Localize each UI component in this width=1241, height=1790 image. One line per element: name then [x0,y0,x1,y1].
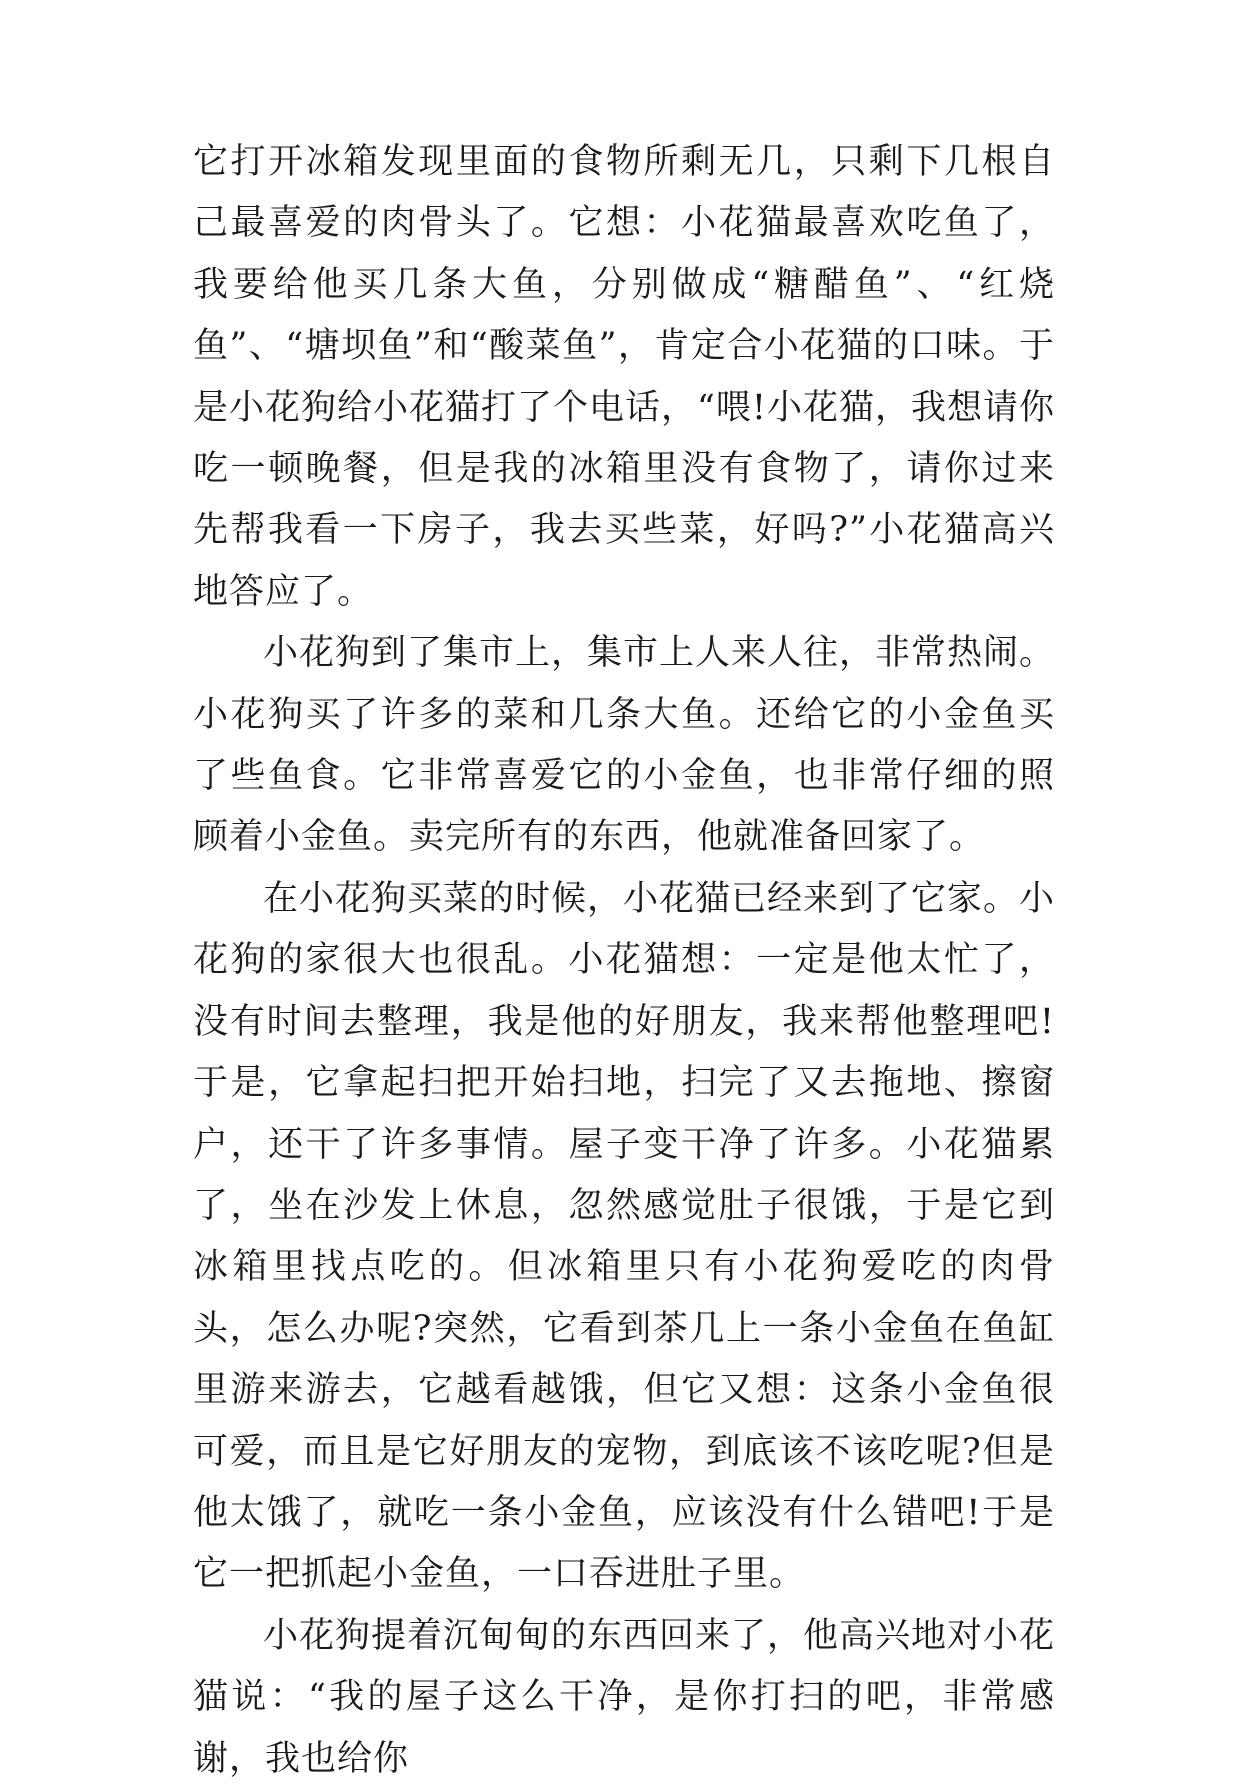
paragraph-continued: 它打开冰箱发现里面的食物所剩无几，只剩下几根自己最喜爱的肉骨头了。它想：小花猫最喜欢吃鱼了，我要给他买几条大鱼，分别做成“糖醋鱼”、“红烧鱼”、“塘坝鱼”和“酸菜鱼”，肯定合小花猫的口味。于是小花狗给小花猫打了个电话，“喂!小花猫，我想请你吃一顿晚餐，但是我的冰箱里没有食物了，请你过来先帮我看一下房子，我去买些菜，好吗?”小花猫高兴地答应了。 [193,142,1055,612]
paragraph-return: 小花狗提着沉甸甸的东西回来了，他高兴地对小花猫说：“我的屋子这么干净，是你打扫的吧，非常感谢，我也给你 [193,1615,1056,1779]
paragraph-market: 小花狗到了集市上，集市上人来人往，非常热闹。小花狗买了许多的菜和几条大鱼。还给它的小金鱼买了些鱼食。它非常喜爱它的小金鱼，也非常仔细的照顾着小金鱼。卖完所有的东西，他就准备回家了。 [193,633,1056,858]
body-text [193,132,1055,1790]
paragraph-cleaning: 在小花狗买菜的时候，小花猫已经来到了它家。小花狗的家很大也很乱。小花猫想：一定是他太忙了，没有时间去整理，我是他的好朋友，我来帮他整理吧!于是，它拿起扫把开始扫地，扫完了又去拖地、擦窗户，还干了许多事情。屋子变干净了许多。小花猫累了，坐在沙发上休息，忽然感觉肚子很饿，于是它到冰箱里找点吃的。但冰箱里只有小花狗爱吃的肉骨头，怎么办呢?突然，它看到茶几上一条小金鱼在鱼缸里游来游去，它越看越饿，但它又想：这条小金鱼很可爱，而且是它好朋友的宠物，到底该不该吃呢?但是他太饿了，就吃一条小金鱼，应该没有什么错吧!于是它一把抓起小金鱼，一口吞进肚子里。 [193,878,1056,1595]
